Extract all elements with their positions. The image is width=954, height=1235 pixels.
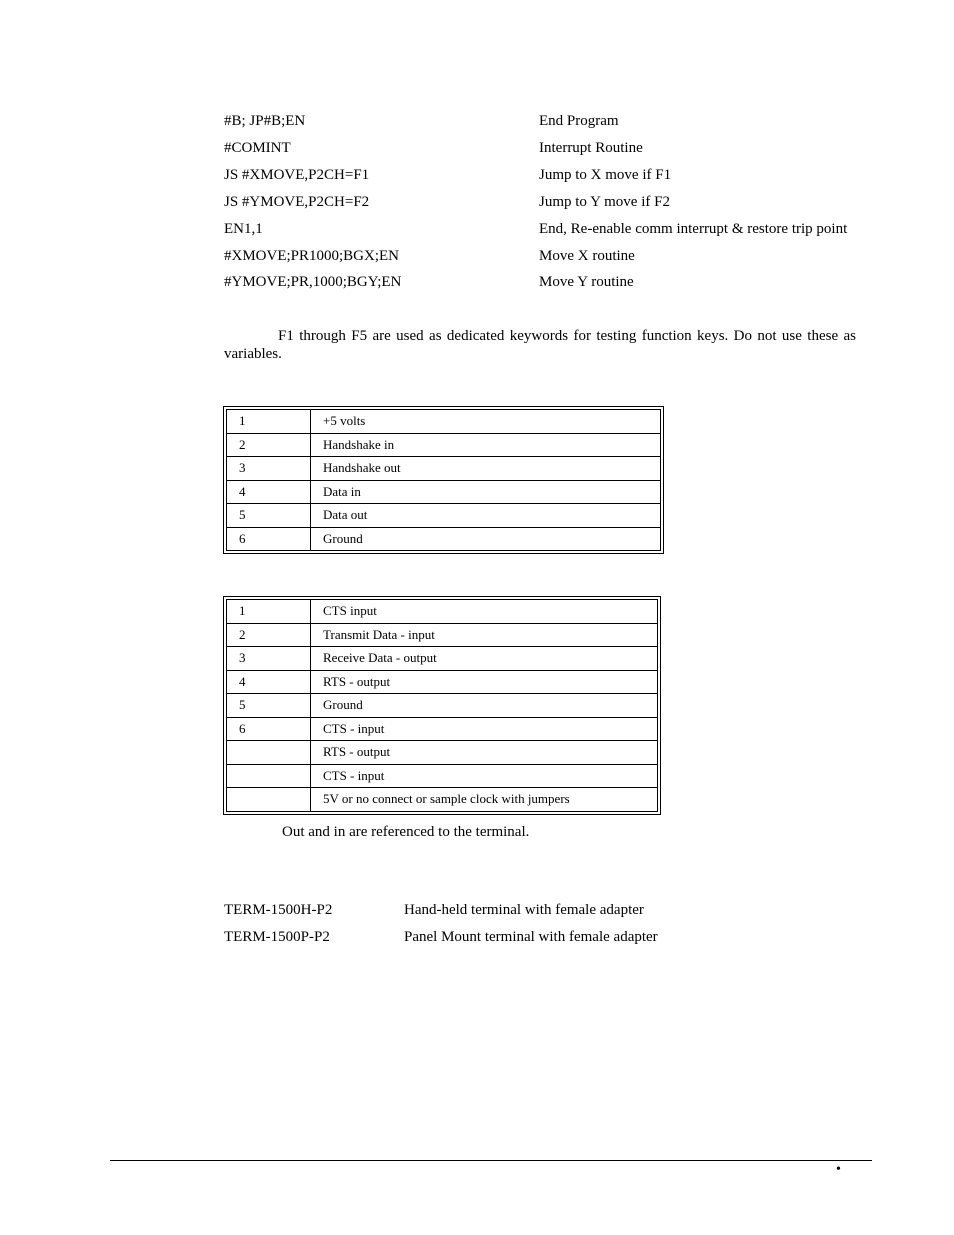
program-command: #B; JP#B;EN	[224, 113, 306, 129]
table-row	[227, 600, 658, 624]
program-command: JS #YMOVE,P2CH=F2	[224, 194, 370, 210]
pin-number: 1	[227, 410, 311, 434]
pin-signal: Data out	[311, 504, 661, 528]
part-number: TERM-1500H-P2	[224, 902, 333, 918]
pin-signal: RTS - output	[311, 741, 658, 765]
program-command: #YMOVE;PR,1000;BGY;EN	[224, 274, 402, 290]
part-description: Hand-held terminal with female adapter	[404, 902, 644, 918]
program-command: #COMINT	[224, 140, 291, 156]
reference-note: Out and in are referenced to the terminal.	[282, 824, 530, 840]
pin-number: 4	[227, 480, 311, 504]
pin-number: 5	[227, 504, 311, 528]
pin-number: 3	[227, 457, 311, 481]
pin-number	[227, 741, 311, 765]
pin-number: 2	[227, 433, 311, 457]
program-command: EN1,1	[224, 221, 263, 237]
table-row	[227, 717, 658, 741]
pin-signal: Transmit Data - input	[311, 623, 658, 647]
footer-rule	[110, 1160, 872, 1161]
footer-bullet: •	[836, 1162, 841, 1177]
pinout-table-terminal	[223, 406, 664, 554]
table-row	[227, 457, 661, 481]
pin-number	[227, 788, 311, 812]
part-number: TERM-1500P-P2	[224, 929, 330, 945]
program-description: End Program	[539, 113, 619, 129]
pin-number: 6	[227, 527, 311, 551]
table-row	[227, 741, 658, 765]
function-key-note: F1 through F5 are used as dedicated keywords for testing function keys. Do not use these as variables.	[224, 328, 856, 362]
pin-signal: Handshake out	[311, 457, 661, 481]
program-description: Move X routine	[539, 248, 635, 264]
program-description: Interrupt Routine	[539, 140, 643, 156]
pin-signal: Receive Data - output	[311, 647, 658, 671]
pin-signal: RTS - output	[311, 670, 658, 694]
pin-signal: CTS - input	[311, 764, 658, 788]
pin-signal: Ground	[311, 694, 658, 718]
table-row	[227, 623, 658, 647]
program-description: Jump to X move if F1	[539, 167, 672, 183]
pin-signal: +5 volts	[311, 410, 661, 434]
table-row	[227, 647, 658, 671]
pin-signal: Data in	[311, 480, 661, 504]
pin-signal: Ground	[311, 527, 661, 551]
table-row	[227, 788, 658, 812]
pin-signal: Handshake in	[311, 433, 661, 457]
program-description: Jump to Y move if F2	[539, 194, 670, 210]
table-row	[227, 527, 661, 551]
program-command: JS #XMOVE,P2CH=F1	[224, 167, 370, 183]
pin-number: 1	[227, 600, 311, 624]
pin-signal: 5V or no connect or sample clock with jumpers	[311, 788, 658, 812]
pin-signal: CTS - input	[311, 717, 658, 741]
table-row	[227, 670, 658, 694]
program-description: Move Y routine	[539, 274, 634, 290]
table-row	[227, 480, 661, 504]
pin-number	[227, 764, 311, 788]
pin-number: 4	[227, 670, 311, 694]
table-row	[227, 410, 661, 434]
pin-number: 5	[227, 694, 311, 718]
pinout-table-adapter	[223, 596, 661, 815]
pin-signal: CTS input	[311, 600, 658, 624]
part-description: Panel Mount terminal with female adapter	[404, 929, 658, 945]
pin-number: 2	[227, 623, 311, 647]
pin-number: 6	[227, 717, 311, 741]
program-command: #XMOVE;PR1000;BGX;EN	[224, 248, 400, 264]
table-row	[227, 764, 658, 788]
program-description: End, Re-enable comm interrupt & restore trip point	[539, 221, 848, 237]
pin-number: 3	[227, 647, 311, 671]
table-row	[227, 504, 661, 528]
table-row	[227, 433, 661, 457]
table-row	[227, 694, 658, 718]
